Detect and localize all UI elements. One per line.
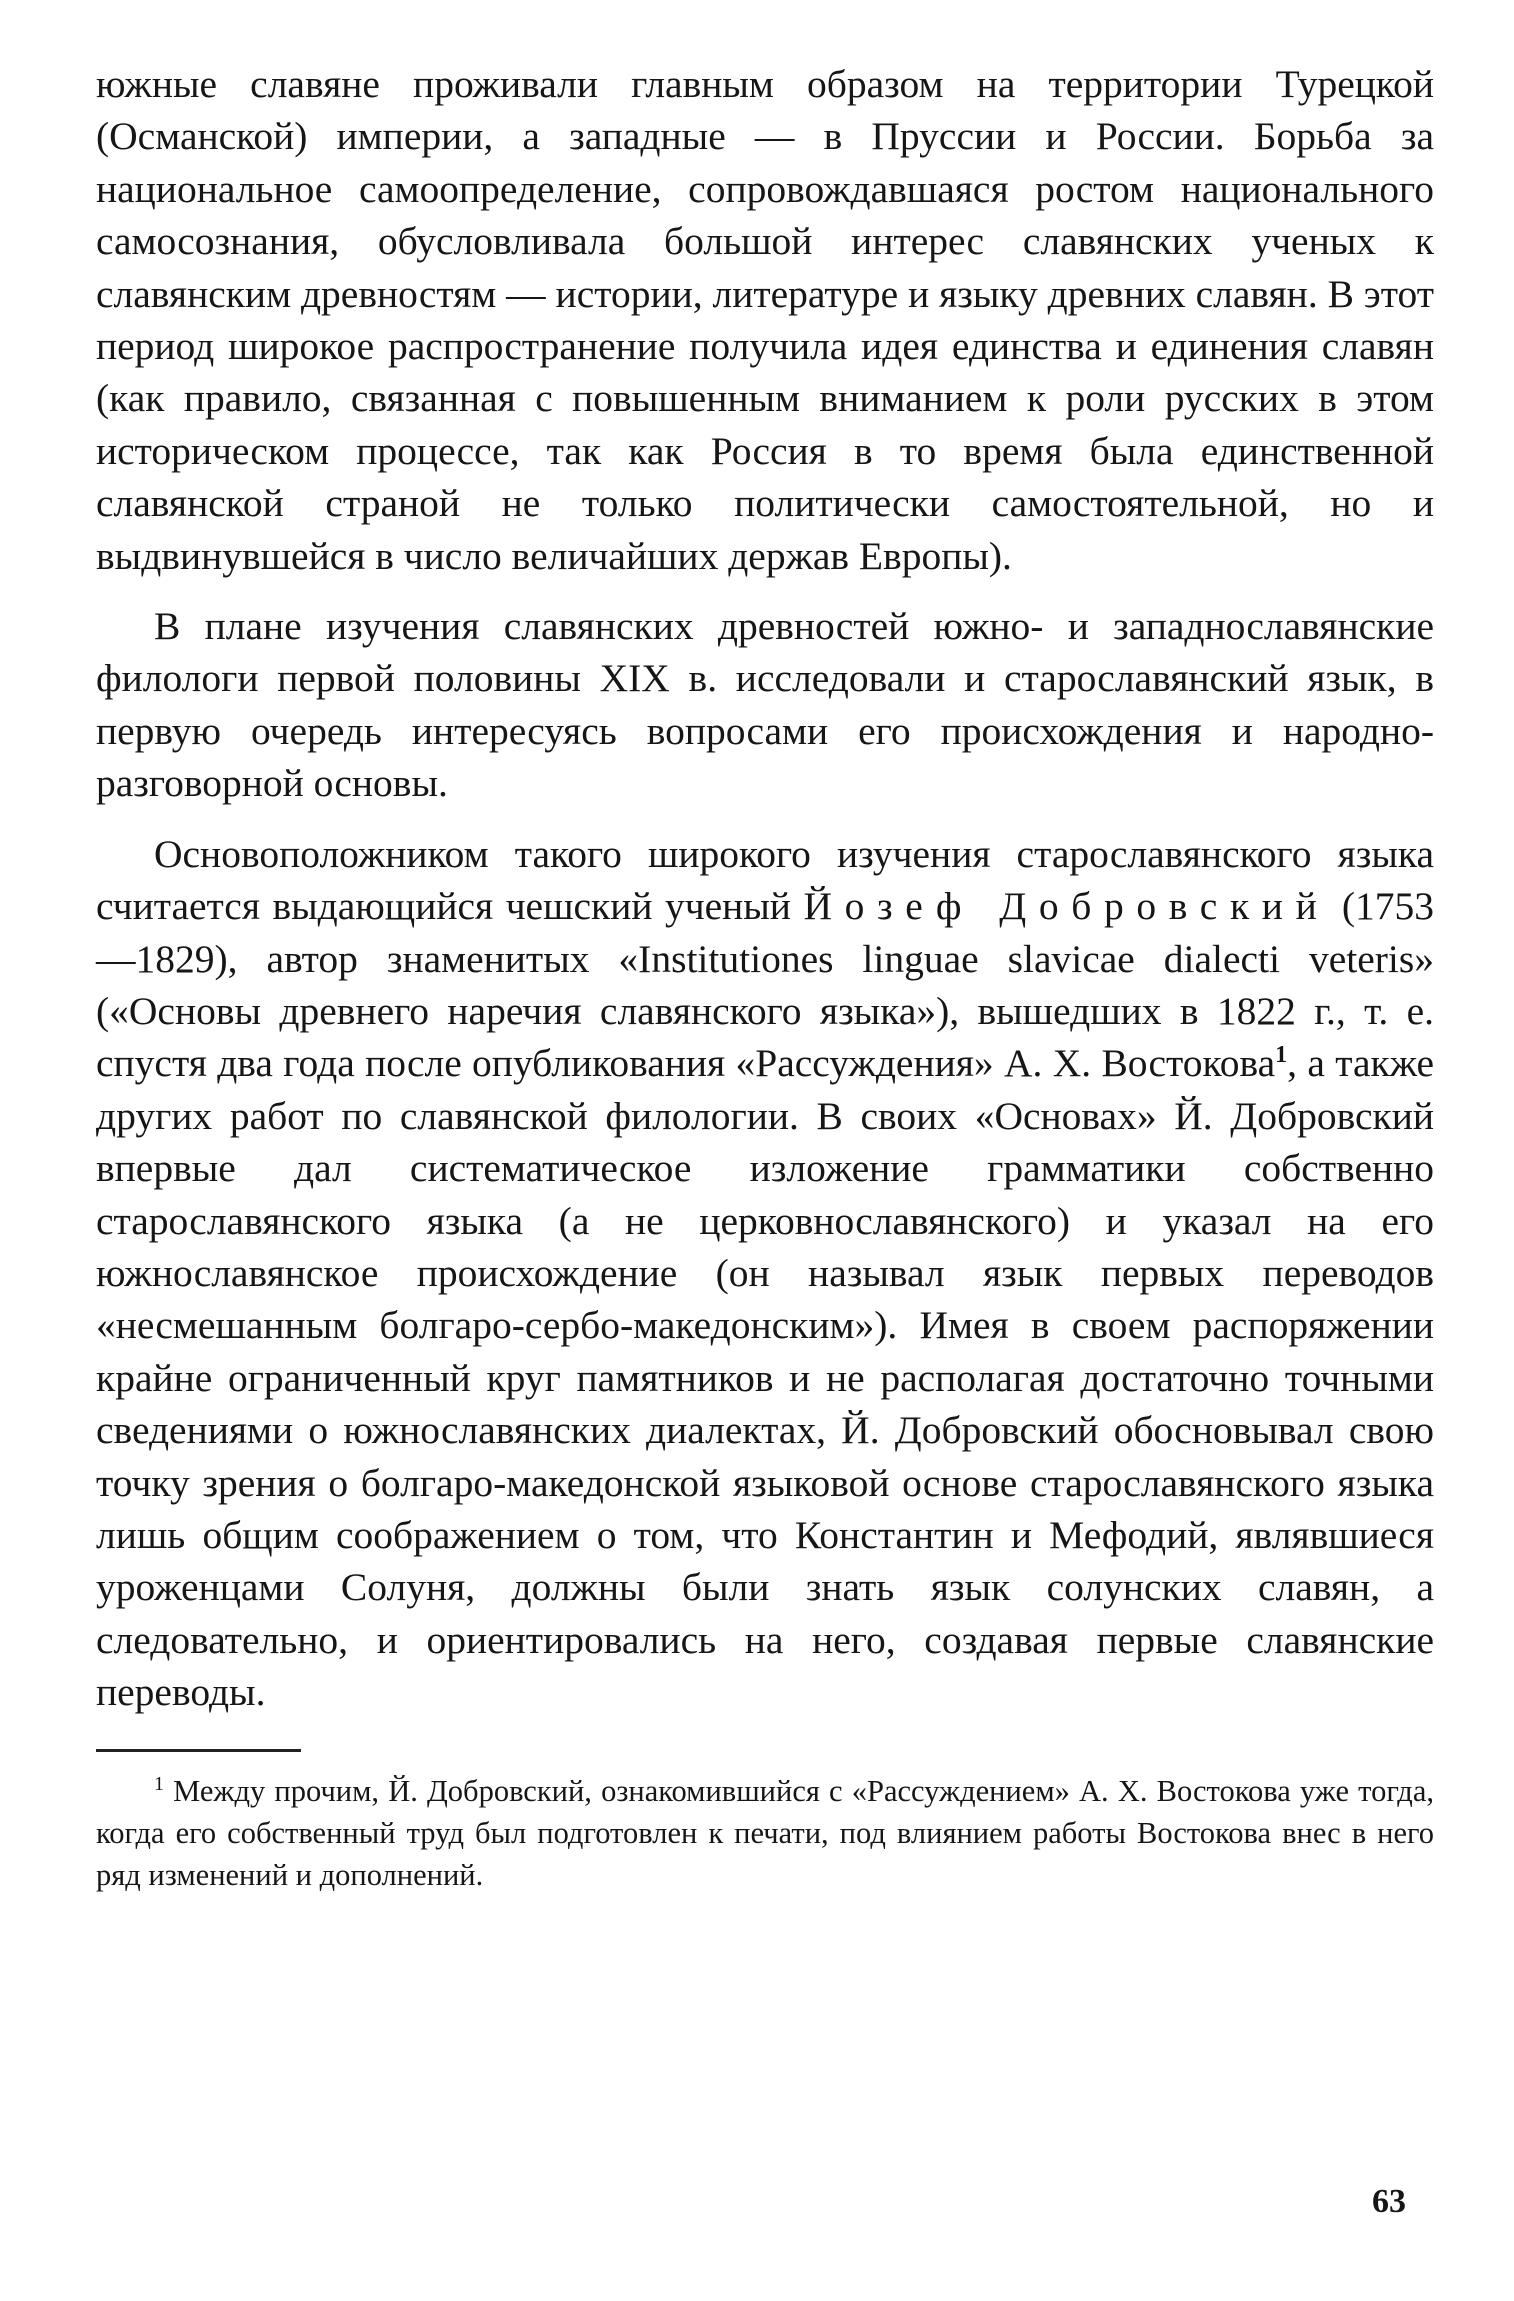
footnote bbox=[96, 1770, 1434, 1896]
scholar-name: Йозеф Добровский bbox=[803, 884, 1330, 929]
footnote-separator bbox=[96, 1749, 301, 1752]
page-body bbox=[96, 58, 1434, 1896]
paragraph-3-text-start: Основоположником такого широкого изучения старославянского языка считается выдающийся чешский ученый bbox=[96, 831, 1434, 929]
page-number: 63 bbox=[1372, 2183, 1406, 2220]
paragraph-1: южные славяне проживали главным образом на территории Турецкой (Османской) империи, а западные — в Пруссии и России. Борьба за национальное самоопределение, сопровождавшаяся ростом национального самосознания, обусловливала большой интерес славянских ученых к славянским древностям — истории, литературе и языку древних славян. В этот период широкое распространение получила идея единства и единения славян (как правило, связанная с повышенным вниманием к роли русских в этом историческом процессе, так как Россия в то время была единственной славянской страной не только политически самостоятельной, но и выдвинувшейся в число величайших держав Европы). bbox=[96, 62, 1434, 578]
paragraph-3-text-end: , а также других работ по славянской филологии. В своих «Основах» Й. Добровский впервые дал систематическое изложение грамматики собственно старославянского языка (а не церковнославянского) и указал на его южнославянское происхождение (он называл язык первых переводов «несмешанным болгаро-сербо-македонским»). Имея в своем распоряжении крайне ограниченный круг памятников и не располагая достаточно точными сведениями о южнославянских диалектах, Й. Добровский обосновывал свою точку зрения о болгаро-македонской языковой основе старославянского языка лишь общим соображением о том, что Константин и Мефодий, являвшиеся уроженцами Солуня, должны были знать язык солунских славян, а следовательно, и ориентировались на него, создавая первые славянские переводы. bbox=[96, 1041, 1434, 1715]
footnote-reference[interactable]: 1 bbox=[1275, 1042, 1288, 1069]
paragraph-3-text-middle: (1753—1829), автор знаменитых «Institutiones linguae slavicae dialecti veteris» («Основы древнего наречия славянского языка»), вышедших в 1822 г., т. е. спустя два года после опубликования «Рассуждения» А. Х. Востокова bbox=[96, 884, 1434, 1086]
footnote-text: Между прочим, Й. Добровский, ознакомившийся с «Рассуждением» А. Х. Востокова уже тогда, когда его собственный труд был подготовлен к печати, под влиянием работы Востокова внес в него ряд изменений и дополнений. bbox=[96, 1773, 1434, 1892]
footnote-mark: 1 bbox=[154, 1772, 164, 1795]
paragraph-2: В плане изучения славянских древностей южно- и западнославянские филологи первой половины XIX в. исследовали и старославянский язык, в первую очередь интересуясь вопросами его происхождения и народно-разговорной основы. bbox=[96, 604, 1434, 806]
paragraph-3 bbox=[96, 828, 1434, 1719]
